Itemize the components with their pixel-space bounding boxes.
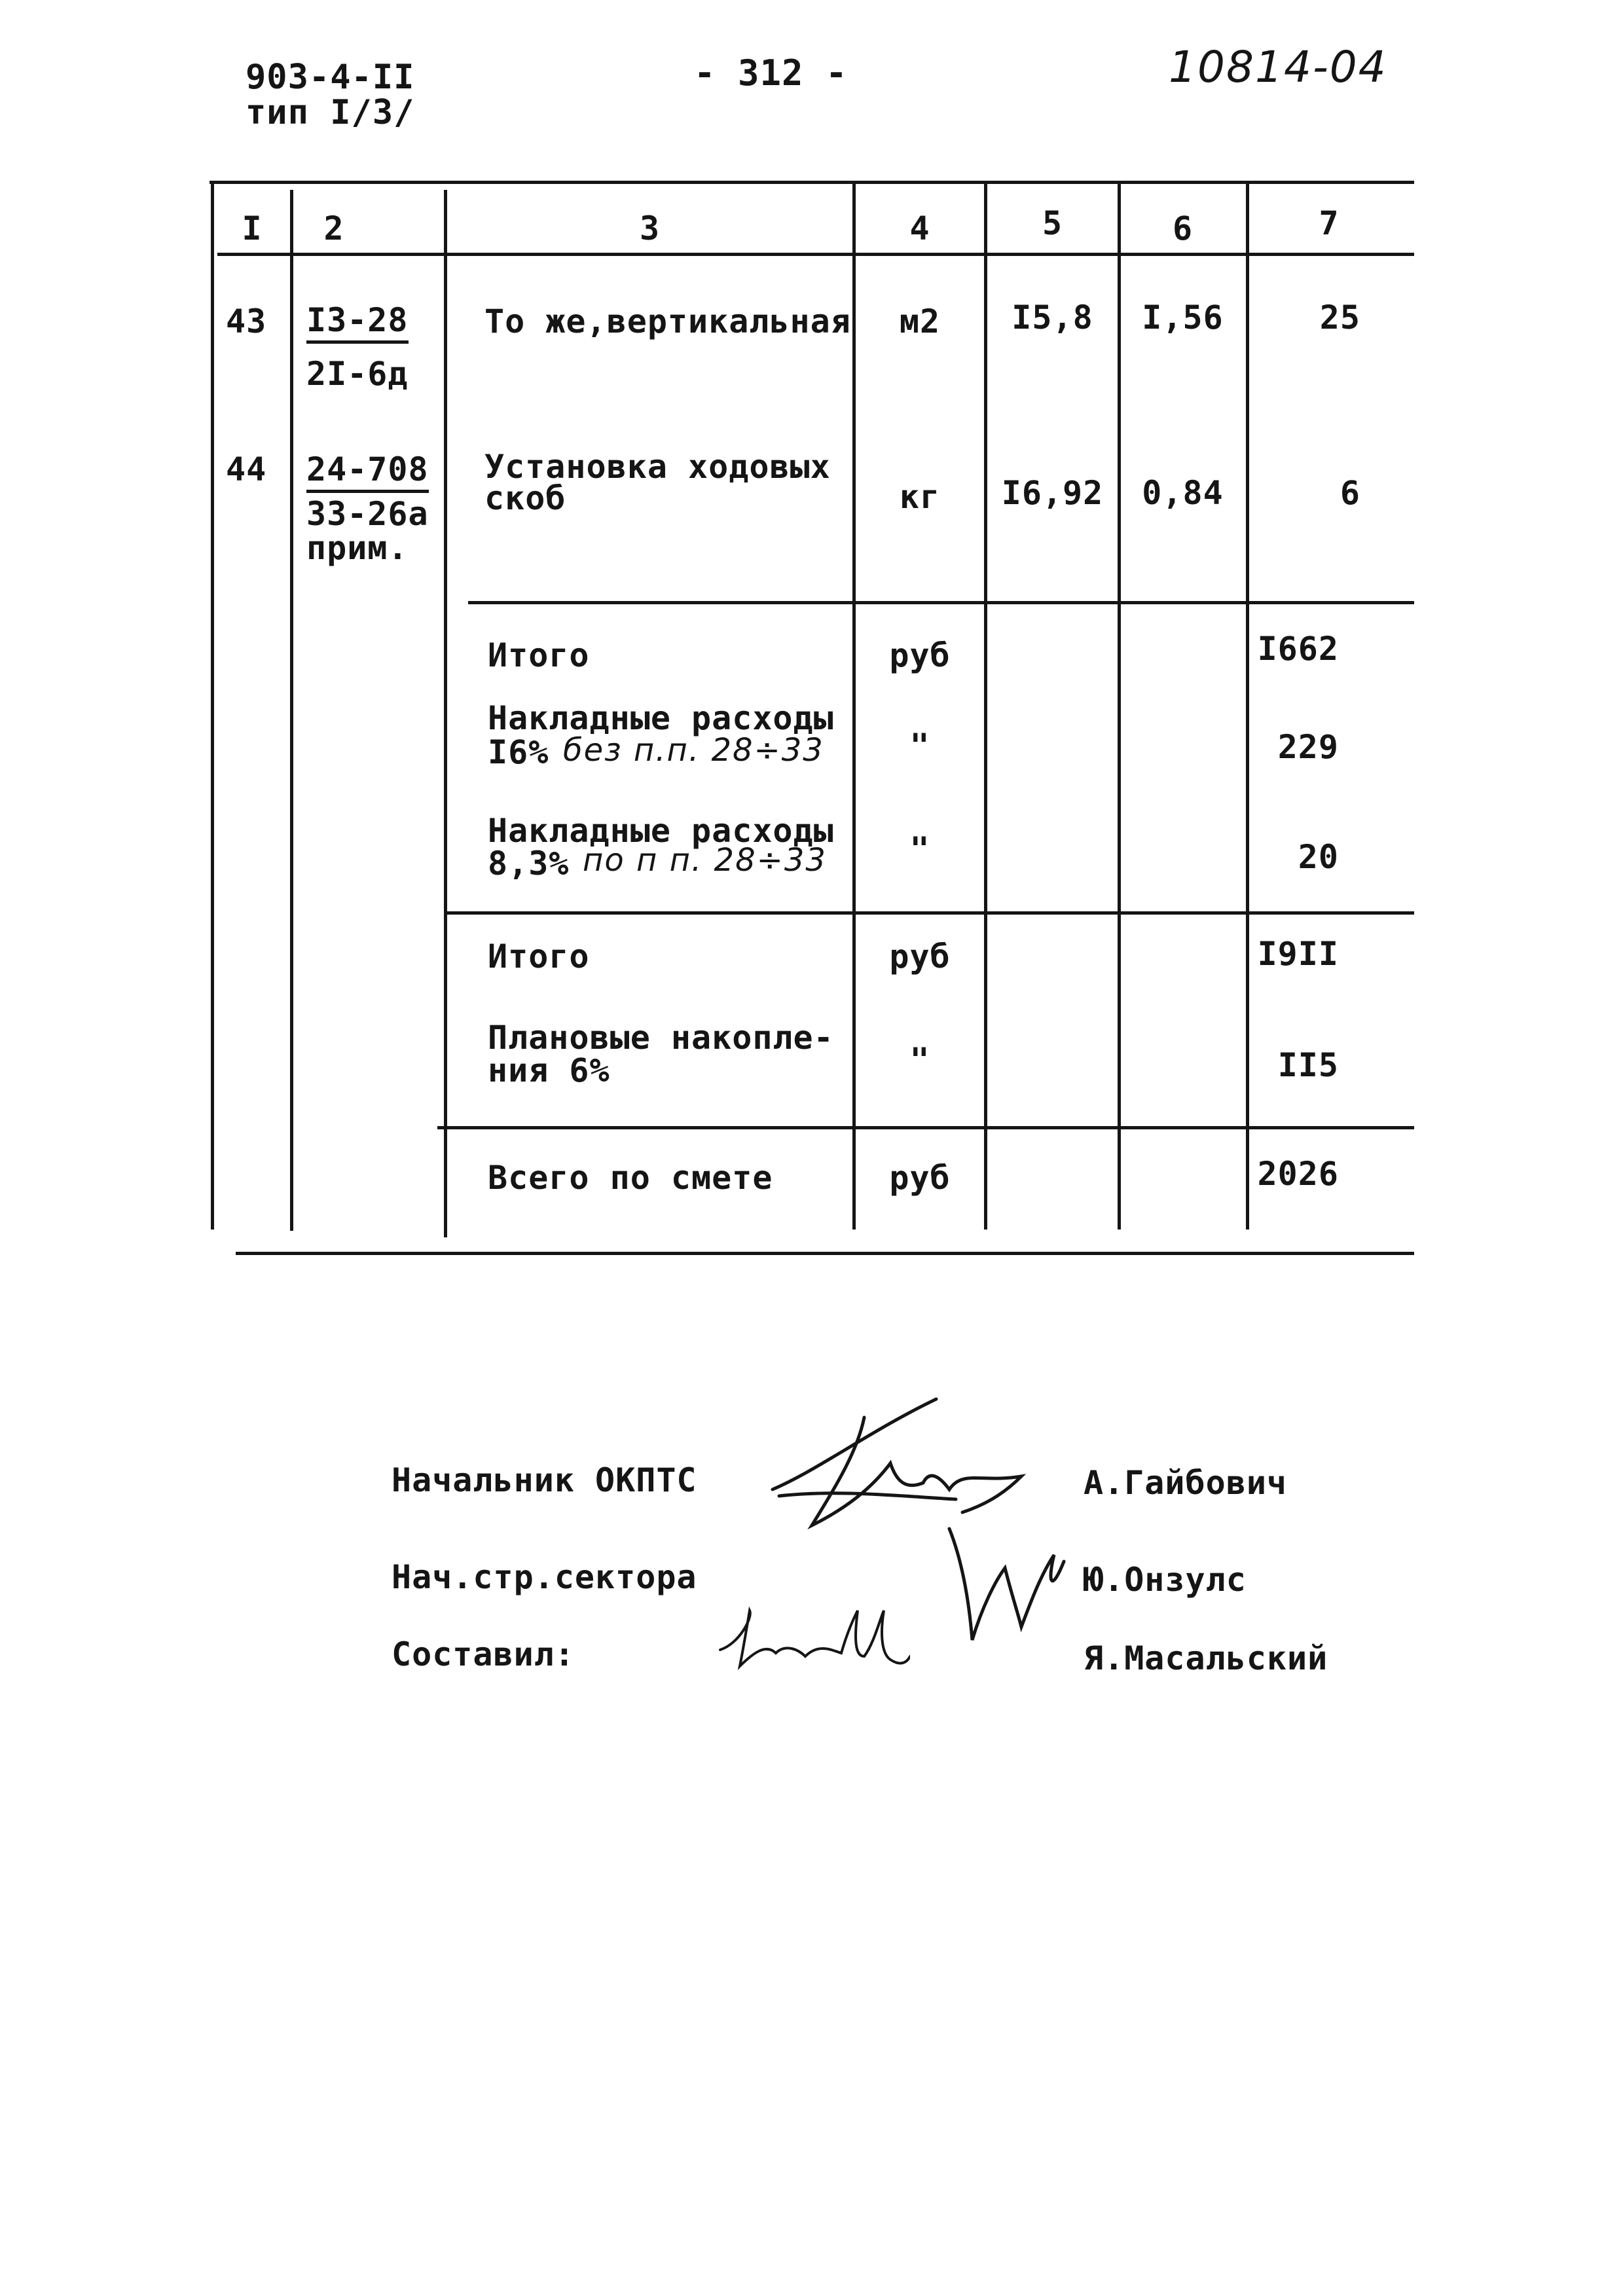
summary-unit: руб [889,636,951,674]
col-line-6 [1246,182,1249,1230]
signatory-position: Нач.стр.сектора [392,1558,697,1596]
col-header-5: 5 [1042,204,1063,242]
unit-price: 0,84 [1142,474,1224,512]
summary-label: Накладные расходы [488,699,834,737]
col-header-7: 7 [1319,204,1340,242]
work-description-cont: скоб [484,479,566,517]
summary-total: I9II [1257,935,1339,973]
summary-unit: " [909,1041,930,1079]
table-top-rule [210,181,1414,184]
summary-total: 20 [1298,838,1339,876]
summary-rate: 8,3% [488,845,570,883]
signature-handwritten [943,1522,1074,1643]
summary-unit: руб [889,938,951,975]
archive-number: 10814-04 [1169,42,1387,92]
row-number: 43 [226,302,267,340]
col-header-4: 4 [909,210,930,247]
summary-unit: " [909,830,930,868]
work-description: Установка ходовых [484,448,831,486]
summary-rule-1 [468,601,1414,604]
col-header-2: 2 [323,210,344,247]
signatory-name: Я.Масальский [1084,1639,1328,1677]
summary-rate: ния 6% [488,1051,610,1089]
summary-total: 229 [1277,728,1339,766]
row-number: 44 [226,450,267,488]
signatory-position: Начальник ОКПТС [392,1461,697,1499]
unit-price: I,56 [1142,299,1224,337]
unit: кг [899,478,941,516]
work-description: То же,вертикальная [484,302,851,340]
col-line-2 [444,190,447,1237]
quantity: I6,92 [1001,474,1104,512]
summary-total: II5 [1277,1046,1339,1084]
signature-handwritten [766,1391,1028,1539]
signature-handwritten [714,1604,910,1679]
col-line-0 [211,182,214,1230]
summary-hand-note: без п.п. 28÷33 [563,732,824,769]
quantity: I5,8 [1012,299,1093,337]
summary-rate: I6% [488,733,549,771]
grand-total-unit: руб [889,1159,951,1197]
unit: м2 [899,302,941,340]
summary-label: Итого [488,636,590,674]
rate-reference-note: прим. [306,529,409,567]
signatory-name: А.Гайбович [1084,1464,1288,1502]
total-cost: 25 [1319,299,1360,337]
col-header-6: 6 [1172,210,1194,247]
header-bottom-rule [217,253,1414,256]
col-line-5 [1118,182,1121,1230]
summary-label: Итого [488,938,590,975]
doc-type: тип I/3/ [246,93,415,132]
summary-total: I662 [1257,630,1339,668]
col-line-4 [984,182,987,1230]
summary-hand-note: по п п. 28÷33 [583,842,827,879]
col-header-3: 3 [639,210,661,247]
rate-reference: 24-708 [306,450,429,493]
col-line-3 [852,182,856,1230]
grand-total-label: Всего по смете [488,1159,773,1197]
rate-reference: I3-28 [306,301,409,344]
rate-reference-sub: 33-26а [306,495,429,533]
table-bottom-rule [236,1252,1414,1255]
rate-reference-sub: 2I-6д [306,355,409,393]
total-cost: 6 [1340,474,1360,512]
summary-label: Накладные расходы [488,812,834,850]
grand-total-value: 2026 [1257,1155,1339,1193]
signatory-position: Составил: [392,1635,575,1673]
signatory-name: Ю.Онзулс [1084,1561,1247,1599]
col-line-1 [290,190,293,1231]
col-header-1: I [242,210,263,247]
page-number: - 312 - [694,52,848,94]
summary-rule-2 [445,911,1414,915]
summary-rule-3 [437,1126,1414,1129]
summary-label: Плановые накопле- [488,1019,834,1057]
summary-unit: " [909,727,930,765]
doc-code: 903-4-II [246,58,415,97]
